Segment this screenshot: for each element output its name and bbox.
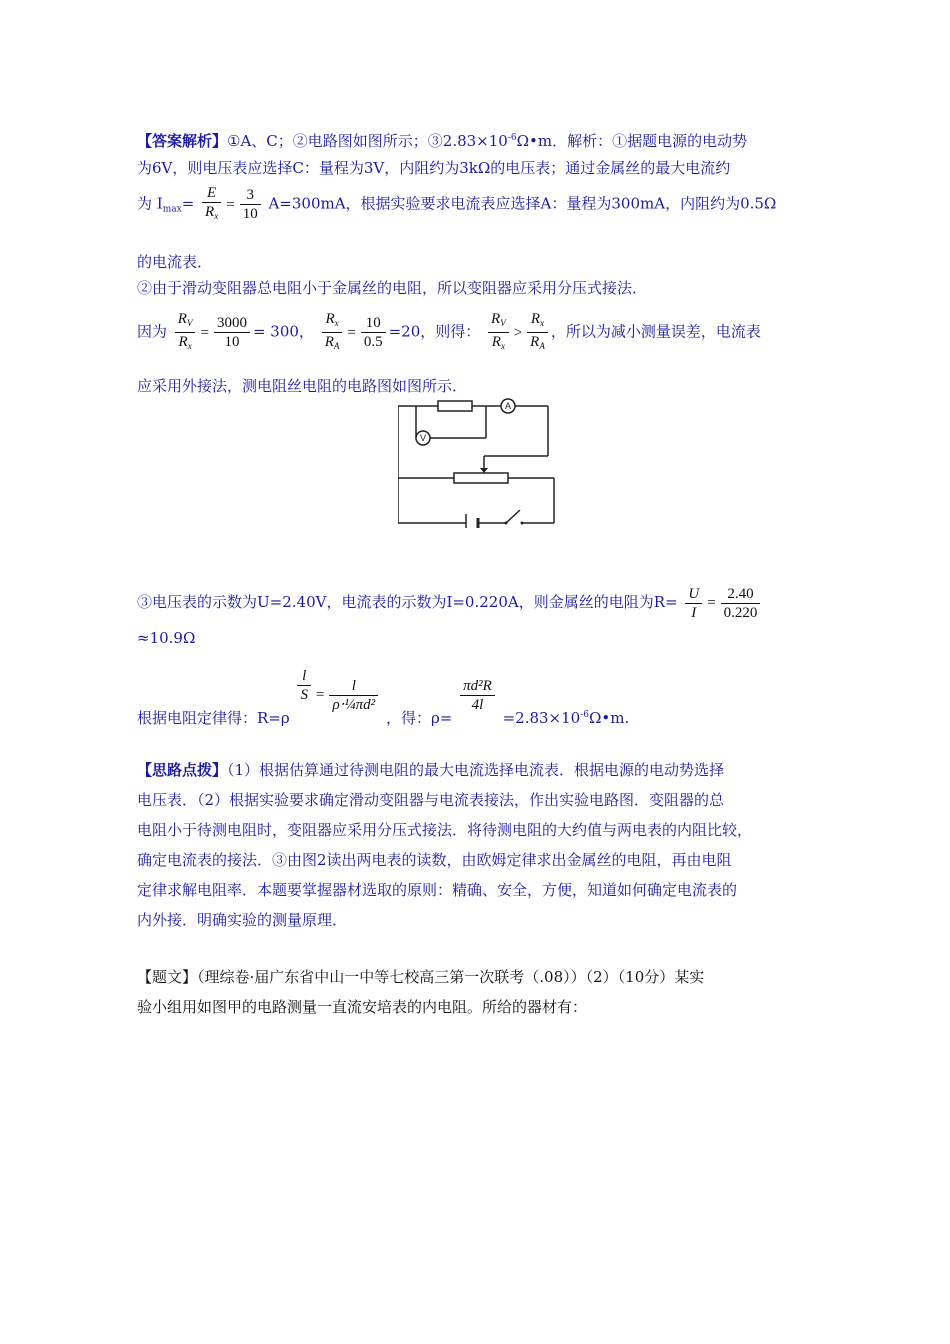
answer-line-4: 的电流表． [137,253,213,271]
answer-line1-unit: Ω•m．解析：①据题电源的电动势 [516,132,748,150]
hint-line-5: 定律求解电阻率．本题要掌握器材选取的原则：精确、安全，方便，知道如何确定电流表的 [137,881,738,899]
hint-line-6: 内外接．明确实验的测量原理． [137,911,348,929]
fraction-e-over-rx: $\frac{E}{R_x}$ [202,184,221,225]
hint-tag: 【思路点拨】 [137,761,228,779]
answer-line1-exponent: -6 [507,133,517,143]
hint-line-3: 电阻小于待测电阻时，变阻器应采用分压式接法．将待测电阻的大约值与两电表的内阻比较， [137,821,753,839]
hint-line-1: 【思路点拨】（1）根据估算通过待测电阻的最大电流选择电流表．根据电源的电动势选择 [137,761,725,779]
fraction-u-over-i: $\frac{U}{I}$ [685,585,702,622]
rheostat [454,473,508,483]
fraction-rv-over-rx-2: $\frac{R_V}{R_x}$ [488,310,509,355]
fraction-10-over-0.5: $\frac{10}{0.5}$ [361,314,386,351]
answer-line-1 [137,128,747,151]
answer-line-6: 因为 $\frac{R_V}{R_x}$ = $\frac{3000}{10}$ = 300， $\frac{R_x}{R_A}$ = $\frac{10}{0.5}$ =20，则得： $\frac{R_V}{R_x}$ > $\frac{R_x}{R_A}$ ，所以为减小测量误差，电流表 [137,310,761,355]
fraction-3000-over-10: $\frac{3000}{10}$ [214,314,250,351]
fraction-3-over-10: $\frac{3}{10}$ [240,186,261,223]
fraction-2.40-over-0.220: $\frac{2.40}{0.220}$ [721,585,761,622]
fraction-pi-d2-r-over-4l: $\frac{\text{πd²R}}{4l}$ [460,677,495,714]
hint-line-2: 电压表．（2）根据实验要求确定滑动变阻器与电流表接法，作出实验电路图．变阻器的总 [137,791,725,809]
imax-prefix: 为 I [137,194,163,213]
question-line-2: 验小组用如图甲的电路测量一直流安培表的内电阻。所给的器材有： [137,998,588,1016]
question-paragraph [137,962,817,1022]
answer-line-8: ③电压表的示数为U=2.40V，电流表的示数为I=0.220A，则金属丝的电阻为R= $\frac{U}{I}$ = $\frac{2.40}{0.220}$ [137,580,763,625]
imax-eq: = [181,194,195,213]
fraction-rx-over-ra-2: $\frac{R_x}{R_A}$ [527,310,548,355]
hint-line-4: 确定电流表的接法．③由图2读出两电表的读数，由欧姆定律求出金属丝的电阻，再由电阻 [137,851,732,869]
answer-line-2: 为6V，则电压表应选择C：量程为3V，内阻约为3kΩ的电压表；通过金属丝的最大电流约 [137,159,731,177]
ammeter-label: A [504,401,512,411]
fraction-l-over-rho-pi-d2: $\frac{l}{\text{ρ⋅¼πd²}}$ [329,677,378,714]
answer-line3-text: A=300mA，根据实验要求电流表应选择A：量程为300mA，内阻约为0.5Ω [268,194,777,213]
answer-line-3: 为 $I_{max}=$ $\frac{E}{R_x}$ = $\frac{3}{10}$ A=300mA，根据实验要求电流表应选择A：量程为300mA，内阻约为0.5Ω [137,184,776,228]
answer-tag: 【答案解析】 [137,132,228,150]
voltmeter-label: V [419,433,427,443]
question-tag: 【题文】 [137,968,198,986]
answer-line-7: 应采用外接法，测电阻丝电阻的电路图如图所示． [137,377,468,395]
imax-subscript: max [162,204,182,215]
question-line-1: 【题文】（理综卷·届广东省中山一中等七校高三第一次联考（.08））（2）（10分）某实 [137,968,705,986]
fraction-rx-over-ra: $\frac{R_x}{R_A}$ [322,310,343,355]
hint-paragraph [137,755,817,935]
answer-line1-text: ①A、C；②电路图如图所示；③2.83×10 [227,132,508,150]
resistor-rx [438,401,472,411]
fraction-l-over-s: $\frac{l}{S}$ [297,667,311,704]
answer-line-9: ≈10.9Ω [137,629,196,647]
fraction-rv-over-rx: $\frac{R_V}{R_x}$ [175,310,196,355]
answer-line-10: 根据电阻定律得：R=ρ $\frac{l}{S}$ = $\frac{l}{\text{ρ⋅¼πd²}}$ ，得：ρ= $\frac{\text{πd²R}}{4l}$ $=2.83\times 10^{-6}\Omega•m$. [137,668,630,727]
circuit-diagram [398,398,558,528]
answer-line-5: ②由于滑动变阻器总电阻小于金属丝的电阻，所以变阻器应采用分压式接法． [137,279,648,297]
